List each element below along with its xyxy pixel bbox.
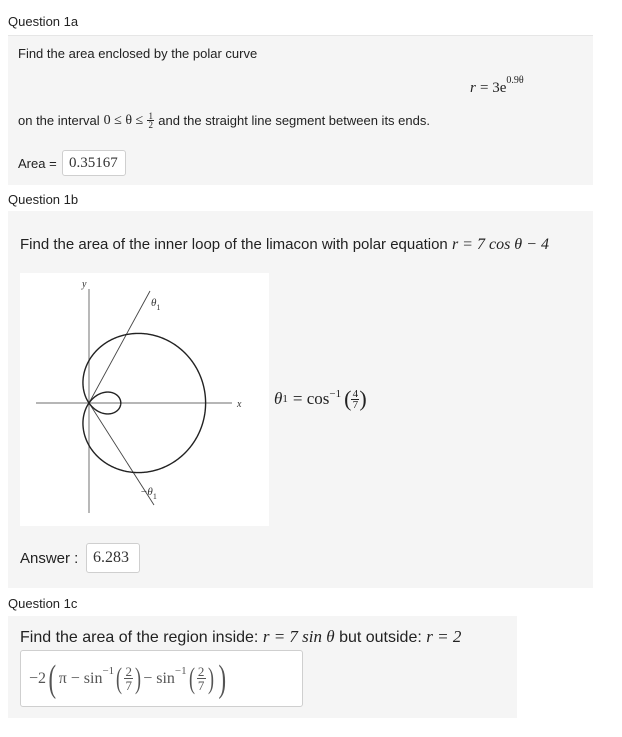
- neg-theta1-label: $-\theta_1$: [140, 486, 157, 501]
- frac-den: 7: [125, 678, 132, 693]
- theta1-label: $\theta_1$: [151, 297, 161, 312]
- region-answer-field[interactable]: −2 ( π − sin $^{-1}$ ( 2 7 ) − sin $^{-1}$ ( 2 7 ) ): [20, 650, 303, 707]
- answer-label: Answer :: [20, 550, 79, 567]
- divider: [8, 35, 593, 36]
- prompt-b: but outside:: [339, 629, 422, 646]
- x-axis-label: x: [237, 399, 242, 410]
- answer-sup-2: −1: [174, 664, 187, 677]
- answer-coefficient: −2: [29, 669, 47, 687]
- y-axis-label: y: [82, 279, 87, 290]
- theta1-definition: θ 1 = cos $^{-1}$ ( 4 7 ): [274, 386, 367, 411]
- equation-inside: r = 7 sin θ: [262, 627, 335, 646]
- eq-base: 3e: [492, 80, 507, 96]
- limacon-equation: r = 7 cos θ − 4: [451, 236, 549, 253]
- q1b-prompt: [20, 236, 549, 254]
- answer-sup-1: −1: [102, 664, 115, 677]
- q1c-prompt: [20, 627, 461, 647]
- q1a-equation: $r = 3e^{0.9\theta}$: [470, 75, 524, 96]
- area-label: Area =: [18, 156, 57, 171]
- frac-num: 2: [197, 664, 205, 679]
- eq-exponent: 0.9θ: [506, 75, 524, 86]
- limacon-answer-field[interactable]: 6.283: [86, 543, 140, 573]
- theta-def-sup: −1: [329, 388, 342, 400]
- prompt-a: Find the area of the region inside:: [20, 629, 259, 646]
- prompt-text: Find the area of the inner loop of the limacon with polar equation: [20, 236, 448, 253]
- frac-num: 4: [352, 387, 359, 400]
- frac-den: 7: [352, 398, 359, 411]
- theta-def-mid: = cos: [292, 389, 330, 408]
- q1b-title: Question 1b: [8, 192, 79, 207]
- q1c-title: Question 1c: [8, 596, 78, 611]
- theta-def-lhs: θ: [274, 389, 283, 408]
- frac-den: 2: [148, 120, 153, 130]
- frac-num: 2: [125, 664, 132, 679]
- answer-pi-minus-sin: π − sin: [58, 669, 103, 687]
- theta-def-sub: 1: [282, 393, 288, 405]
- frac-den: 7: [197, 678, 205, 693]
- frac-num: 1: [148, 111, 153, 121]
- area-answer-field[interactable]: 0.35167: [62, 150, 126, 176]
- eq-lhs: r: [470, 80, 476, 96]
- q1a-title: Question 1a: [8, 14, 79, 29]
- equation-outside: r = 2: [426, 627, 462, 646]
- theta-def-fraction: [351, 389, 359, 410]
- q1a-interval: [18, 112, 430, 129]
- interval-text: on the interval: [18, 113, 100, 128]
- answer-fraction-1: [124, 665, 133, 692]
- q1a-prompt: Find the area enclosed by the polar curve: [18, 46, 258, 61]
- interval-math: 0 ≤ θ ≤: [103, 112, 144, 128]
- answer-minus-sin: − sin: [143, 669, 175, 687]
- interval-fraction: [147, 112, 154, 129]
- limacon-graph: [20, 273, 269, 526]
- interval-tail: and the straight line segment between its ends.: [158, 113, 430, 128]
- answer-fraction-2: [197, 665, 206, 692]
